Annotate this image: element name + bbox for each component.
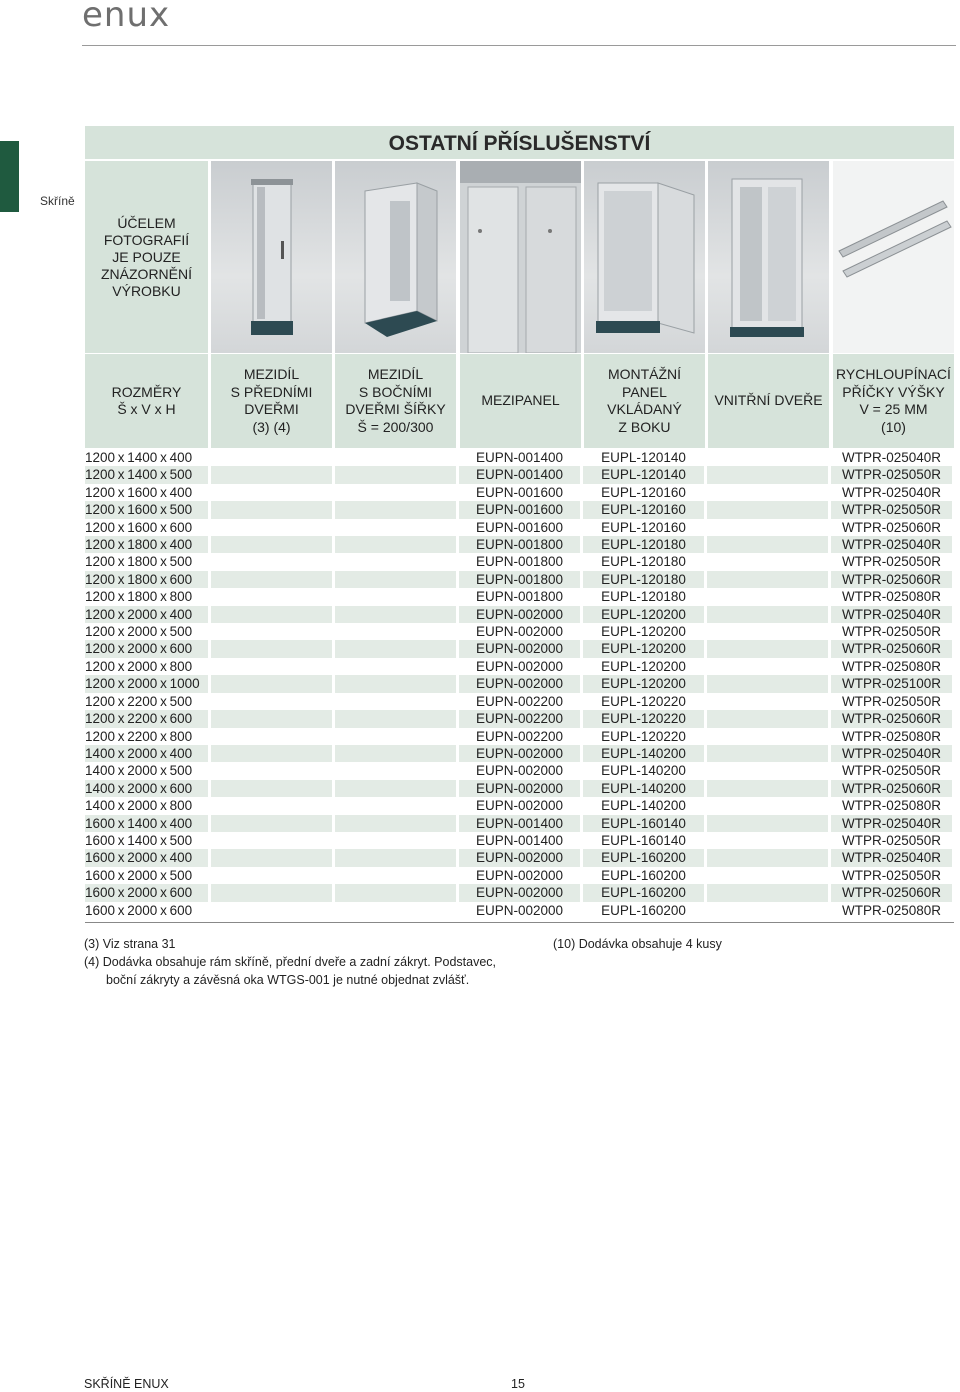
table-row xyxy=(85,484,952,501)
dimension-cell: 1600 x 2000 x 600 xyxy=(85,902,193,918)
side-door-partition-cell xyxy=(335,658,456,675)
quick-rail-code: WTPR-025050R xyxy=(841,693,942,709)
side-door-partition-cell xyxy=(335,780,456,797)
side-door-partition-cell xyxy=(335,728,456,745)
mounting-panel-code: EUPL-160200 xyxy=(601,902,686,918)
table-row xyxy=(85,606,952,623)
intermediate-panel-code: EUPN-002000 xyxy=(475,763,564,779)
dimension-cell: 1400 x 2000 x 800 xyxy=(85,798,193,814)
intermediate-panel-code: EUPN-002000 xyxy=(475,902,564,918)
header-intermediate-panel: MEZIPANEL xyxy=(460,354,581,448)
front-door-partition-cell xyxy=(211,658,332,675)
quick-rail-code: WTPR-025040R xyxy=(831,606,952,623)
side-door-partition-cell xyxy=(335,623,456,640)
intermediate-panel-code: EUPN-001800 xyxy=(459,536,580,553)
inner-door-cell xyxy=(707,762,828,779)
table-row xyxy=(85,588,952,605)
side-door-partition-cell xyxy=(335,832,456,849)
side-door-partition-cell xyxy=(335,693,456,710)
inner-door-cell xyxy=(707,780,828,797)
inner-door-cell xyxy=(707,484,828,501)
dimension-cell: 1200 x 2200 x 800 xyxy=(85,728,193,744)
table-row xyxy=(85,553,952,570)
side-door-partition-cell xyxy=(335,501,456,518)
dimension-cell: 1200 x 2000 x 400 xyxy=(85,606,208,623)
footer-section: SKŘÍNĚ ENUX xyxy=(84,1377,169,1391)
side-door-partition-cell xyxy=(335,797,456,814)
header-quick-rails: RYCHLOUPÍNACÍ PŘÍČKY VÝŠKY V = 25 MM (10) xyxy=(833,354,954,448)
footnote-10: (10) Dodávka obsahuje 4 kusy xyxy=(553,937,722,951)
front-door-partition-cell xyxy=(211,536,332,553)
photo-quick-rails xyxy=(833,161,954,353)
side-door-partition-cell xyxy=(335,640,456,657)
front-door-partition-cell xyxy=(211,588,332,605)
side-door-partition-cell xyxy=(335,449,456,466)
table-row xyxy=(85,640,952,657)
table-row xyxy=(85,797,952,814)
table-row xyxy=(85,675,952,692)
table-row xyxy=(85,884,952,901)
dimension-cell: 1200 x 1800 x 800 xyxy=(85,589,193,605)
header-inner-door: VNITŘNÍ DVEŘE xyxy=(708,354,829,448)
inner-door-cell xyxy=(707,606,828,623)
dimension-cell: 1200 x 2000 x 800 xyxy=(85,658,193,674)
front-door-partition-cell xyxy=(211,832,332,849)
mounting-panel-code: EUPL-120200 xyxy=(601,624,686,640)
table-row xyxy=(85,867,952,884)
dimension-cell: 1400 x 2000 x 500 xyxy=(85,763,193,779)
photo-front-door-partition xyxy=(211,161,332,353)
front-door-partition-cell xyxy=(211,449,332,466)
quick-rail-code: WTPR-025040R xyxy=(841,484,942,500)
intermediate-panel-code: EUPN-002200 xyxy=(475,728,564,744)
mounting-panel-code: EUPL-160140 xyxy=(583,815,704,832)
front-door-partition-cell xyxy=(211,728,332,745)
intermediate-panel-code: EUPN-001400 xyxy=(459,815,580,832)
photo-disclaimer-text: ÚČELEM FOTOGRAFIÍ JE POUZE ZNÁZORNĚNÍ VÝROBKU xyxy=(101,214,192,299)
inner-door-cell xyxy=(707,849,828,866)
table-row xyxy=(85,728,952,745)
inner-door-cell xyxy=(707,553,828,570)
front-door-partition-cell xyxy=(211,693,332,710)
intermediate-panel-code: EUPN-001400 xyxy=(475,450,564,465)
intermediate-panel-code: EUPN-002000 xyxy=(475,658,564,674)
quick-rail-code: WTPR-025080R xyxy=(841,728,942,744)
mounting-panel-code: EUPL-120180 xyxy=(601,589,686,605)
intermediate-panel-code: EUPN-002000 xyxy=(459,849,580,866)
front-door-partition-cell xyxy=(211,519,332,536)
footnote-4-line1: (4) Dodávka obsahuje rám skříně, přední dveře a zadní zákryt. Podstavec, xyxy=(84,955,497,969)
quick-rail-code: WTPR-025050R xyxy=(841,624,942,640)
table-row xyxy=(85,466,952,483)
front-door-partition-cell xyxy=(211,710,332,727)
quick-rail-code: WTPR-025050R xyxy=(841,832,942,848)
mounting-panel-code: EUPL-120140 xyxy=(583,466,704,483)
mounting-panel-code: EUPL-120220 xyxy=(601,693,686,709)
inner-door-cell xyxy=(707,466,828,483)
front-door-partition-cell xyxy=(211,466,332,483)
mounting-panel-code: EUPL-160200 xyxy=(583,849,704,866)
side-door-partition-cell xyxy=(335,553,456,570)
table-body xyxy=(85,449,952,919)
quick-rail-code: WTPR-025050R xyxy=(841,867,942,883)
inner-door-cell xyxy=(707,519,828,536)
mounting-panel-code: EUPL-120200 xyxy=(583,640,704,657)
dimension-cell: 1200 x 2000 x 1000 xyxy=(85,675,208,692)
footnote-3: (3) Viz strana 31 xyxy=(84,937,176,951)
mounting-panel-code: EUPL-120220 xyxy=(601,728,686,744)
quick-rail-code: WTPR-025060R xyxy=(831,780,952,797)
table-row xyxy=(85,780,952,797)
inner-door-cell xyxy=(707,658,828,675)
table-row xyxy=(85,849,952,866)
photo-side-door-partition xyxy=(335,161,456,353)
header-dimensions: ROZMĚRY Š x V x H xyxy=(85,354,208,448)
photo-inner-door xyxy=(708,161,829,353)
inner-door-cell xyxy=(707,501,828,518)
table-row xyxy=(85,501,952,518)
mounting-panel-code: EUPL-120220 xyxy=(583,710,704,727)
front-door-partition-cell xyxy=(211,553,332,570)
quick-rail-code: WTPR-025080R xyxy=(841,902,942,918)
side-door-partition-cell xyxy=(335,884,456,901)
dimension-cell: 1200 x 1400 x 400 xyxy=(85,450,193,465)
side-door-partition-cell xyxy=(335,902,456,919)
mounting-panel-code: EUPL-120160 xyxy=(583,501,704,518)
section-tab-marker xyxy=(0,141,19,212)
quick-rail-code: WTPR-025040R xyxy=(831,536,952,553)
dimension-cell: 1200 x 2000 x 500 xyxy=(85,624,193,640)
mounting-panel-code: EUPL-120180 xyxy=(601,554,686,570)
front-door-partition-cell xyxy=(211,797,332,814)
header-divider xyxy=(82,45,956,46)
inner-door-cell xyxy=(707,571,828,588)
mounting-panel-code: EUPL-140200 xyxy=(601,798,686,814)
side-door-partition-cell xyxy=(335,571,456,588)
inner-door-cell xyxy=(707,693,828,710)
mounting-panel-code: EUPL-120140 xyxy=(601,450,686,465)
dimension-cell: 1200 x 1800 x 500 xyxy=(85,554,193,570)
table-row xyxy=(85,745,952,762)
mounting-panel-code: EUPL-120160 xyxy=(601,519,686,535)
intermediate-panel-code: EUPN-001800 xyxy=(475,589,564,605)
dimension-cell: 1200 x 1600 x 600 xyxy=(85,519,193,535)
quick-rail-code: WTPR-025050R xyxy=(841,554,942,570)
table-row xyxy=(85,815,952,832)
inner-door-cell xyxy=(707,536,828,553)
page-number: 15 xyxy=(511,1377,525,1391)
inner-door-cell xyxy=(707,745,828,762)
accessories-table xyxy=(85,449,952,919)
front-door-partition-cell xyxy=(211,849,332,866)
side-door-partition-cell xyxy=(335,849,456,866)
front-door-partition-cell xyxy=(211,867,332,884)
dimension-cell: 1600 x 1400 x 500 xyxy=(85,832,193,848)
quick-rail-code: WTPR-025080R xyxy=(841,658,942,674)
quick-rail-code: WTPR-025040R xyxy=(831,815,952,832)
dimension-cell: 1200 x 1800 x 400 xyxy=(85,536,208,553)
header-side-door-partition: MEZIDÍL S BOČNÍMI DVEŘMI ŠÍŘKY Š = 200/300 xyxy=(335,354,456,448)
side-door-partition-cell xyxy=(335,762,456,779)
dimension-cell: 1200 x 2200 x 600 xyxy=(85,710,208,727)
photo-mounting-panel xyxy=(584,161,705,353)
quick-rail-code: WTPR-025040R xyxy=(831,849,952,866)
intermediate-panel-code: EUPN-002000 xyxy=(459,745,580,762)
dimension-cell: 1200 x 1600 x 400 xyxy=(85,484,193,500)
front-door-partition-cell xyxy=(211,762,332,779)
inner-door-cell xyxy=(707,832,828,849)
table-row xyxy=(85,832,952,849)
intermediate-panel-code: EUPN-002000 xyxy=(459,780,580,797)
intermediate-panel-code: EUPN-002200 xyxy=(475,693,564,709)
footnote-4-line2: boční zákryty a závěsná oka WTGS-001 je nutné objednat zvlášť. xyxy=(106,973,470,987)
front-door-partition-cell xyxy=(211,623,332,640)
dimension-cell: 1200 x 1800 x 600 xyxy=(85,571,208,588)
mounting-panel-code: EUPL-120200 xyxy=(583,606,704,623)
intermediate-panel-code: EUPN-002000 xyxy=(459,606,580,623)
quick-rail-code: WTPR-025060R xyxy=(831,640,952,657)
dimension-cell: 1400 x 2000 x 600 xyxy=(85,780,208,797)
front-door-partition-cell xyxy=(211,571,332,588)
table-row xyxy=(85,710,952,727)
table-row xyxy=(85,536,952,553)
dimension-cell: 1400 x 2000 x 400 xyxy=(85,745,208,762)
side-door-partition-cell xyxy=(335,675,456,692)
table-bottom-rule xyxy=(85,922,954,923)
quick-rail-code: WTPR-025080R xyxy=(841,798,942,814)
photo-disclaimer xyxy=(85,161,208,353)
header-mounting-panel: MONTÁŽNÍ PANEL VKLÁDANÝ Z BOKU xyxy=(584,354,705,448)
inner-door-cell xyxy=(707,867,828,884)
intermediate-panel-code: EUPN-002000 xyxy=(475,798,564,814)
inner-door-cell xyxy=(707,728,828,745)
table-row xyxy=(85,623,952,640)
table-row xyxy=(85,519,952,536)
inner-door-cell xyxy=(707,449,828,466)
table-row xyxy=(85,449,952,466)
front-door-partition-cell xyxy=(211,745,332,762)
mounting-panel-code: EUPL-140200 xyxy=(583,745,704,762)
quick-rail-code: WTPR-025060R xyxy=(841,519,942,535)
dimension-cell: 1200 x 2000 x 600 xyxy=(85,640,208,657)
inner-door-cell xyxy=(707,675,828,692)
front-door-partition-cell xyxy=(211,606,332,623)
inner-door-cell xyxy=(707,902,828,919)
photo-intermediate-panel xyxy=(460,161,581,353)
table-row xyxy=(85,902,952,919)
mounting-panel-code: EUPL-120180 xyxy=(583,571,704,588)
mounting-panel-code: EUPL-140200 xyxy=(583,780,704,797)
quick-rail-code: WTPR-025050R xyxy=(831,466,952,483)
quick-rail-code: WTPR-025060R xyxy=(831,571,952,588)
mounting-panel-code: EUPL-140200 xyxy=(601,763,686,779)
quick-rail-code: WTPR-025040R xyxy=(841,450,942,465)
table-row xyxy=(85,571,952,588)
intermediate-panel-code: EUPN-002200 xyxy=(459,710,580,727)
mounting-panel-code: EUPL-160200 xyxy=(583,884,704,901)
front-door-partition-cell xyxy=(211,675,332,692)
mounting-panel-code: EUPL-120200 xyxy=(601,658,686,674)
dimension-cell: 1200 x 2200 x 500 xyxy=(85,693,193,709)
quick-rail-code: WTPR-025060R xyxy=(831,884,952,901)
dimension-cell: 1600 x 2000 x 400 xyxy=(85,849,208,866)
side-door-partition-cell xyxy=(335,519,456,536)
section-label: Skříně xyxy=(40,194,75,208)
table-row xyxy=(85,693,952,710)
intermediate-panel-code: EUPN-001600 xyxy=(459,501,580,518)
intermediate-panel-code: EUPN-001600 xyxy=(475,484,564,500)
front-door-partition-cell xyxy=(211,780,332,797)
side-door-partition-cell xyxy=(335,466,456,483)
dimension-cell: 1200 x 1400 x 500 xyxy=(85,466,208,483)
mounting-panel-code: EUPL-120160 xyxy=(601,484,686,500)
front-door-partition-cell xyxy=(211,884,332,901)
inner-door-cell xyxy=(707,797,828,814)
front-door-partition-cell xyxy=(211,902,332,919)
quick-rail-code: WTPR-025060R xyxy=(831,710,952,727)
inner-door-cell xyxy=(707,710,828,727)
mounting-panel-code: EUPL-120200 xyxy=(583,675,704,692)
side-door-partition-cell xyxy=(335,745,456,762)
inner-door-cell xyxy=(707,588,828,605)
intermediate-panel-code: EUPN-002000 xyxy=(475,867,564,883)
inner-door-cell xyxy=(707,884,828,901)
front-door-partition-cell xyxy=(211,815,332,832)
intermediate-panel-code: EUPN-002000 xyxy=(459,675,580,692)
table-row xyxy=(85,658,952,675)
quick-rail-code: WTPR-025050R xyxy=(841,763,942,779)
header-front-door-partition: MEZIDÍL S PŘEDNÍMI DVEŘMI (3) (4) xyxy=(211,354,332,448)
intermediate-panel-code: EUPN-002000 xyxy=(475,624,564,640)
side-door-partition-cell xyxy=(335,710,456,727)
front-door-partition-cell xyxy=(211,640,332,657)
dimension-cell: 1600 x 1400 x 400 xyxy=(85,815,208,832)
intermediate-panel-code: EUPN-001400 xyxy=(475,832,564,848)
table-row xyxy=(85,762,952,779)
intermediate-panel-code: EUPN-002000 xyxy=(459,884,580,901)
side-door-partition-cell xyxy=(335,484,456,501)
side-door-partition-cell xyxy=(335,815,456,832)
mounting-panel-code: EUPL-160200 xyxy=(601,867,686,883)
intermediate-panel-code: EUPN-001800 xyxy=(459,571,580,588)
side-door-partition-cell xyxy=(335,536,456,553)
quick-rail-code: WTPR-025040R xyxy=(831,745,952,762)
intermediate-panel-code: EUPN-001600 xyxy=(475,519,564,535)
front-door-partition-cell xyxy=(211,484,332,501)
page-title: OSTATNÍ PŘÍSLUŠENSTVÍ xyxy=(85,126,954,159)
quick-rail-code: WTPR-025050R xyxy=(831,501,952,518)
inner-door-cell xyxy=(707,640,828,657)
dimension-cell: 1600 x 2000 x 500 xyxy=(85,867,193,883)
quick-rail-code: WTPR-025080R xyxy=(841,589,942,605)
front-door-partition-cell xyxy=(211,501,332,518)
dimension-cell: 1600 x 2000 x 600 xyxy=(85,884,208,901)
intermediate-panel-code: EUPN-002000 xyxy=(459,640,580,657)
mounting-panel-code: EUPL-160140 xyxy=(601,832,686,848)
quick-rail-code: WTPR-025100R xyxy=(831,675,952,692)
intermediate-panel-code: EUPN-001400 xyxy=(459,466,580,483)
mounting-panel-code: EUPL-120180 xyxy=(583,536,704,553)
inner-door-cell xyxy=(707,623,828,640)
intermediate-panel-code: EUPN-001800 xyxy=(475,554,564,570)
side-door-partition-cell xyxy=(335,606,456,623)
dimension-cell: 1200 x 1600 x 500 xyxy=(85,501,208,518)
brand-logo: enux xyxy=(82,0,171,35)
side-door-partition-cell xyxy=(335,867,456,884)
inner-door-cell xyxy=(707,815,828,832)
side-door-partition-cell xyxy=(335,588,456,605)
